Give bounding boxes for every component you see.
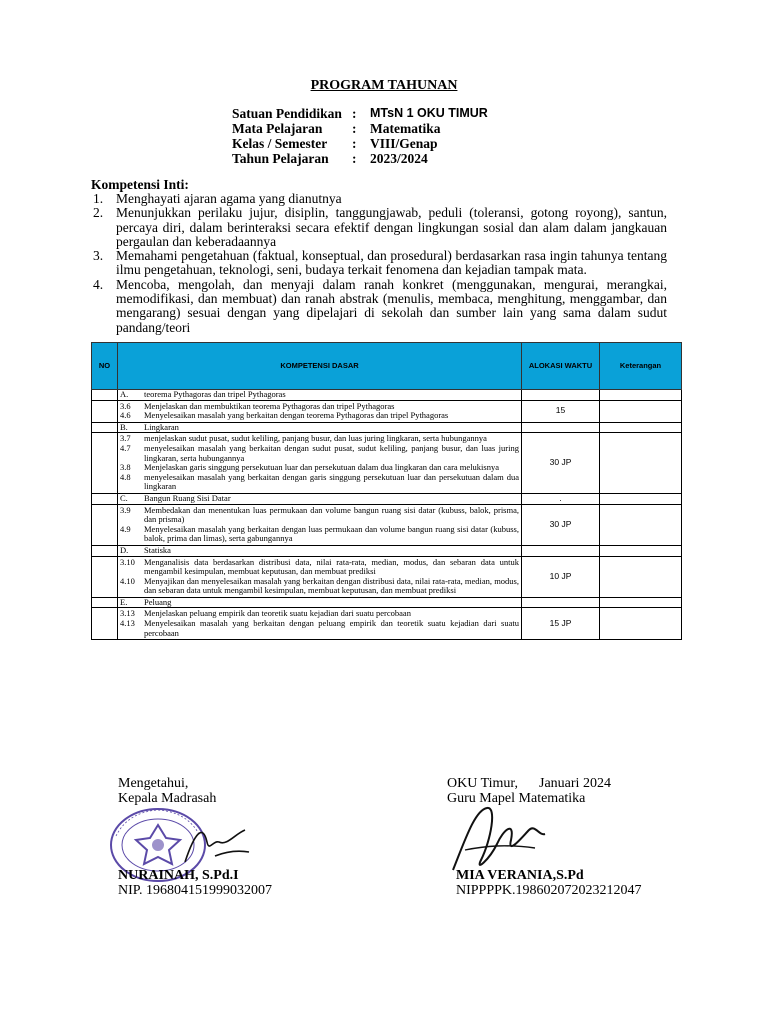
- cell-no: [92, 504, 118, 545]
- table-row: [92, 597, 682, 608]
- header-alokasi-waktu: ALOKASI WAKTU: [522, 343, 600, 390]
- kd-item: [120, 577, 519, 596]
- alokasi-value: 15 JP: [522, 608, 600, 640]
- section-alokasi-header: [522, 597, 600, 608]
- cell-keterangan: [600, 422, 682, 433]
- ki-text: Memahami pengetahuan (faktual, konseptual, dan prosedural) berdasarkan rasa ingin tahunya tentang ilmu pengetahuan, teknologi, seni, budaya terkait fenomena dan kejadian tampak mata.: [116, 248, 667, 278]
- cell-no: [92, 400, 118, 422]
- kd-items-cell: [118, 433, 522, 494]
- meta-colon: :: [352, 121, 357, 136]
- kd-text: Menjelaskan dan membuktikan teorema Pythagoras dan tripel Pythagoras: [144, 400, 395, 411]
- table-row: [92, 390, 682, 401]
- cell-no: [92, 433, 118, 494]
- ki-text: Mencoba, mengolah, dan menyaji dalam ranah konkret (menggunakan, mengurai, merangkai, memodifikasi, dan membuat) dan ranah abstrak (menulis, membaca, menghitung, menggambar, dan mengarang) sesuai dengan yang dipelajari di sekolah dan sumber lain yang sama dalam sudut pandang/teori: [116, 276, 667, 335]
- header-kompetensi-dasar: KOMPETENSI DASAR: [118, 343, 522, 390]
- kd-item: [120, 525, 519, 544]
- kd-text: menjelaskan sudut pusat, sudut keliling, panjang busur, dan luas juring lingkaran, serta hubungannya: [144, 433, 487, 444]
- kd-item: [120, 558, 519, 577]
- meta-value: MTsN 1 OKU TIMUR: [370, 106, 488, 120]
- kd-item: [120, 411, 519, 421]
- left-signer-name: NURAINAH, S.Pd.I: [118, 868, 239, 883]
- kd-text: Menyelesaikan masalah yang berkaitan dengan peluang empirik dan teoretik suatu kejadian dari suatu percobaan: [144, 618, 519, 638]
- header-no: NO: [92, 343, 118, 390]
- kd-code: 4.7: [120, 442, 131, 453]
- kd-code: 4.10: [120, 575, 135, 586]
- section-title-cell: [118, 597, 522, 608]
- cell-keterangan: [600, 400, 682, 422]
- kd-code: 3.13: [120, 608, 135, 619]
- cell-keterangan: [600, 597, 682, 608]
- kd-text: menyelesaikan masalah yang berkaitan dengan garis singgung persekutuan luar dan persekutuan dalam dua lingkaran: [144, 471, 519, 492]
- meta-value: 2023/2024: [370, 151, 428, 166]
- cell-keterangan: [600, 556, 682, 597]
- kompetensi-inti-list: [93, 192, 667, 335]
- meta-label: Mata Pelajaran: [232, 121, 323, 136]
- document-meta: [232, 106, 488, 166]
- cell-no: [92, 545, 118, 556]
- kd-item: [120, 506, 519, 525]
- section-title-cell: [118, 545, 522, 556]
- kd-code: 3.8: [120, 462, 131, 473]
- kompetensi-dasar-table: [91, 342, 682, 640]
- kd-text: Membedakan dan menentukan luas permukaan dan volume bangun ruang sisi datar (kubuss, balok, prisma, dan prisma): [144, 504, 519, 525]
- kd-text: Menyelesaikan masalah yang berkaitan dengan luas permukaan dan volume bangun ruang sisi datar (kubuss, balok, prima dan limas), serta gabungannya: [144, 523, 519, 544]
- ki-number: 1.: [93, 191, 104, 206]
- ki-text: Menghayati ajaran agama yang dianutnya: [116, 191, 342, 206]
- kd-code: 4.9: [120, 523, 131, 534]
- meta-label: Satuan Pendidikan: [232, 106, 342, 121]
- section-title: teorema Pythagoras dan tripel Pythagoras: [144, 389, 286, 399]
- kd-items-cell: [118, 608, 522, 640]
- kd-code: 4.6: [120, 410, 131, 421]
- kd-code: 3.10: [120, 556, 135, 567]
- kd-text: Menganalisis data berdasarkan distribusi data, nilai rata-rata, median, modus, dan sebaran data untuk mengambil kesimpulan, membuat keputusan, dan membuat prediksi: [144, 556, 519, 577]
- meta-row: [232, 151, 488, 166]
- kd-items-cell: [118, 504, 522, 545]
- kd-code: 4.13: [120, 618, 135, 629]
- meta-colon: :: [352, 106, 357, 121]
- meta-row: [232, 136, 488, 151]
- cell-keterangan: [600, 504, 682, 545]
- list-item: [93, 206, 667, 249]
- document-title: PROGRAM TAHUNAN: [310, 78, 458, 93]
- section-letter: D.: [120, 544, 129, 555]
- table-row: [92, 504, 682, 545]
- cell-no: [92, 390, 118, 401]
- section-title: Lingkaran: [144, 421, 179, 432]
- table-row: [92, 608, 682, 640]
- table-header-row: [92, 343, 682, 390]
- kd-code: 4.8: [120, 471, 131, 482]
- section-letter: E.: [120, 596, 128, 607]
- section-title: Statiska: [144, 544, 171, 555]
- alokasi-value: 15: [522, 400, 600, 422]
- alokasi-value: 30 JP: [522, 504, 600, 545]
- meta-row: [232, 106, 488, 121]
- ki-text: Menunjukkan perilaku jujur, disiplin, tanggungjawab, peduli (toleransi, gotong royong), santun, percaya diri, dalam berinteraksi secara efektif dengan lingkungan sosial dan alam dalam jangkauan pergaulan dan keberadaannya: [116, 205, 667, 249]
- kd-text: Menjelaskan peluang empirik dan teoretik suatu kejadian dari suatu percobaan: [144, 608, 411, 619]
- cell-no: [92, 422, 118, 433]
- section-title-cell: [118, 493, 522, 504]
- cell-keterangan: [600, 433, 682, 494]
- section-alokasi-header: [522, 422, 600, 433]
- kd-items-cell: [118, 556, 522, 597]
- meta-row: [232, 121, 488, 136]
- kd-code: 3.9: [120, 504, 131, 515]
- kd-text: menyelesaikan masalah yang berkaitan dengan sudut pusat, sudut keliling, panjang busur, dan luas juring lingkaran, serta hubungannya: [144, 442, 519, 463]
- section-letter: C.: [120, 492, 128, 503]
- kd-item: [120, 619, 519, 638]
- kd-item: [120, 473, 519, 492]
- section-alokasi-header: [522, 545, 600, 556]
- section-letter: A.: [120, 389, 129, 399]
- table-row: [92, 400, 682, 422]
- section-title-cell: [118, 422, 522, 433]
- cell-no: [92, 608, 118, 640]
- right-line1: OKU Timur, Januari 2024: [447, 776, 611, 791]
- meta-value: VIII/Genap: [370, 136, 438, 151]
- left-line2: Kepala Madrasah: [118, 791, 217, 806]
- cell-keterangan: [600, 608, 682, 640]
- kd-text: Menyelesaikan masalah yang berkaitan dengan teorema Pythagoras dan tripel Pythagoras: [144, 410, 449, 421]
- kd-item: [120, 444, 519, 463]
- list-item: [93, 192, 667, 206]
- ki-number: 3.: [93, 248, 104, 264]
- signature-left: [118, 776, 216, 806]
- meta-label: Tahun Pelajaran: [232, 151, 329, 166]
- alokasi-value: 30 JP: [522, 433, 600, 494]
- section-title: Bangun Ruang Sisi Datar: [144, 492, 231, 503]
- list-item: [93, 249, 667, 278]
- section-alokasi-header: .: [522, 493, 600, 504]
- section-letter: B.: [120, 421, 128, 432]
- header-keterangan: Keterangan: [600, 343, 682, 390]
- kd-text: Menyajikan dan menyelesaikan masalah yang berkaitan dengan distribusi data, nilai rata-rata, median, modus, dan sebaran data untuk mengambil kesimpulan, membuat keputusan, dan membuat prediksi: [144, 575, 519, 596]
- meta-value: Matematika: [370, 121, 441, 136]
- meta-colon: :: [352, 136, 357, 151]
- left-signer-nip: NIP. 196804151999032007: [118, 883, 273, 898]
- right-line2: Guru Mapel Matematika: [447, 791, 586, 806]
- cell-keterangan: [600, 390, 682, 401]
- cell-no: [92, 556, 118, 597]
- section-title: Peluang: [144, 596, 172, 607]
- section-title-cell: [118, 390, 522, 401]
- meta-colon: :: [352, 151, 357, 166]
- kd-code: 3.7: [120, 433, 131, 444]
- left-signature-scribble: [175, 812, 255, 872]
- left-line1: Mengetahui,: [118, 776, 189, 791]
- section-alokasi-header: [522, 390, 600, 401]
- kompetensi-inti-heading: Kompetensi Inti:: [91, 177, 189, 192]
- cell-keterangan: [600, 493, 682, 504]
- list-item: [93, 278, 667, 335]
- cell-no: [92, 597, 118, 608]
- table-row: [92, 422, 682, 433]
- right-signer-name: MIA VERANIA,S.Pd: [456, 868, 584, 883]
- table-row: [92, 545, 682, 556]
- alokasi-value: 10 JP: [522, 556, 600, 597]
- meta-label: Kelas / Semester: [232, 136, 328, 151]
- right-signer-nip: NIPPPPK.198602072023212047: [456, 883, 642, 898]
- ki-number: 2.: [93, 205, 104, 221]
- table-row: [92, 433, 682, 494]
- kd-code: 3.6: [120, 400, 131, 411]
- cell-no: [92, 493, 118, 504]
- kd-items-cell: [118, 400, 522, 422]
- table-row: [92, 556, 682, 597]
- table-row: [92, 493, 682, 504]
- cell-keterangan: [600, 545, 682, 556]
- kd-text: Menjelaskan garis singgung persekutuan luar dan persekutuan dalam dua lingkaran dan cara melukisnya: [144, 462, 499, 473]
- ki-number: 4.: [93, 276, 104, 292]
